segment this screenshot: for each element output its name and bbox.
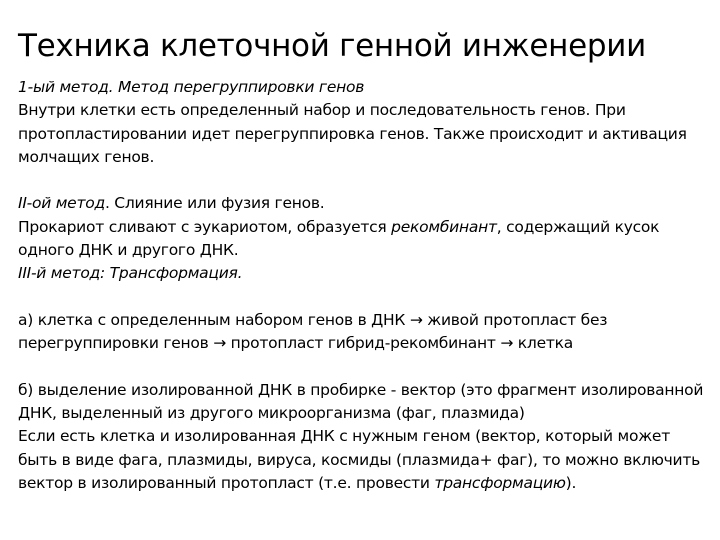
- method3-heading: III-й метод: Трансформация.: [18, 264, 243, 283]
- method2-heading: II-ой метод. Слияние или фузия генов.: [18, 194, 325, 213]
- slide-title: Техника клеточной генной инженерии: [18, 28, 646, 64]
- spacer: [18, 286, 708, 309]
- spacer: [18, 356, 708, 379]
- item-b-line2: Если есть клетка и изолированная ДНК с нужным геном (вектор, который может быть в виде фага, плазмиды, вируса, космиды (плазмида+ фаг), то можно включить вектор в изолированный протопласт (т.е. провести трансформацию).: [18, 427, 701, 493]
- spacer: [18, 169, 708, 192]
- slide-body: [18, 76, 708, 495]
- item-a: а) клетка с определенным набором генов в ДНК → живой протопласт без перегруппировки генов → протопласт гибрид-рекомбинант → клетка: [18, 310, 608, 353]
- method1-text: Внутри клетки есть определенный набор и последовательность генов. При протопластировании идет перегруппировка генов. Также происходит и активация молчащих генов.: [18, 101, 687, 166]
- method2-text: Прокариот сливают с эукариотом, образуется рекомбинант, содержащий кусок одного ДНК и другого ДНК.: [18, 217, 660, 260]
- item-b-line1: б) выделение изолированной ДНК в пробирке - вектор (это фрагмент изолированной ДНК, выделенный из другого микроорганизма (фаг, плазмида): [18, 380, 704, 423]
- method1-heading: 1-ый метод. Метод перегруппировки генов: [18, 78, 365, 96]
